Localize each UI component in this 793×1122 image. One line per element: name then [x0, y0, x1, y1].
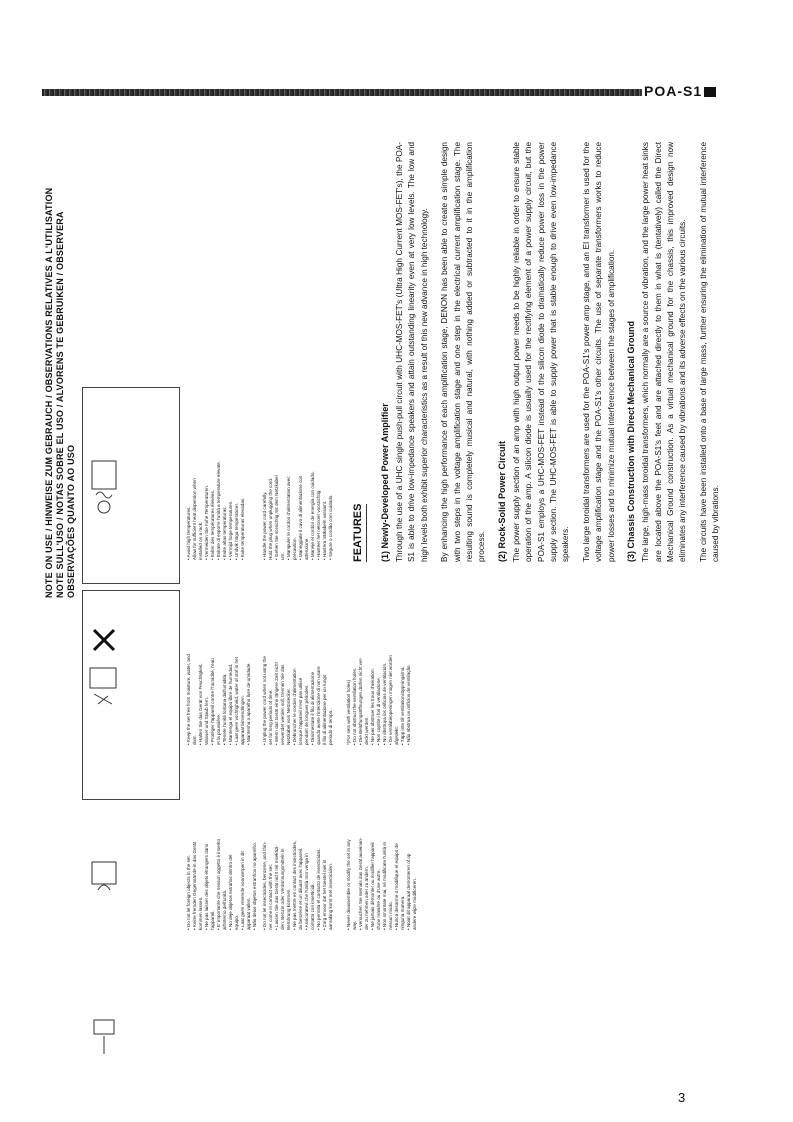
notes-panel-text: • Do not let foreign objects in the set. • Keine fremden Gegenstände in das Gerät kommen lassen. • Ne pas laisser des objets étrangers dans l'appareil. • E' importante che nessun oggetto è inserito all'interno dell'unità. • No deje objetos extraños dentro del equipo. • Laat geen vreemde voorwerpen in dit apparaat vallen. • Não deixe objetos estranhos no aparelho. — [186, 838, 257, 930]
notes-title — [44, 98, 77, 598]
page-number: 3 — [678, 1090, 686, 1105]
notes-panel-text: *(For sets with ventilation holes) • Do not obstruct the ventilation holes. • Die Belüftungsöffnungen dürfen nicht ver- deckt werden. • Ne pas obstruer les trous d'aération. • Non coprite i fori di ventilazione. • No obstruya los orificios de ventilación. • De ventilatieopeningen mogen niet worden afgedekt. • Täpp inte till ventilationsöppningarna. • Não obstrua os orifícios de ventilação. — [346, 655, 411, 745]
notes-title-line: OBSERVAÇÕES QUANTO AO USO — [66, 444, 76, 598]
section-paragraph: The circuits have been installed onto a base of large mass, further ensuring the elimination of mutual interference caused by vibrations. — [698, 142, 721, 562]
section-heading: (2) Rock-Solid Power Circuit — [496, 440, 507, 562]
notes-panel-text: • Keep the set free from moisture, water, and dust. • Halten Sie das Gerät von Feuchtigkeit, Wasser und Staub fern. • Protéger l'appareil contre l'humidité, l'eau et la poussière. • Tenete l'unità lontana dall'umidità. • Mantenga el equipo libre de humedad. • Laat geen vochtigheid, water of stof in het apparaat binnendringen. • Mantenha o aparelho livre de umidade. — [186, 654, 251, 745]
model-marker — [704, 87, 716, 97]
cord-illustration-icon — [84, 650, 124, 724]
section-paragraph: Two large toroidal transformers are used for the POA-S1's power amp stage, and an EI transformer is used for the voltage amplification stage and the POA-S1's other circuits. The use of separate transformers works to reduce power losses and to minimize mutual interference between the stages of amplification. — [581, 142, 616, 562]
section-paragraph: Through the use of a UHC single push-pull circuit with UHC-MOS-FET's (Ultra High Current MOS-FET's), the POA-S1 is able to drive low-impedance speakers and attain outstanding linearity even at very low levels. The low and high levels both exhibit superior characteristics as a result of this new advance in high technology. — [395, 142, 429, 562]
notes-title-line: NOTE ON USE / HINWEISE ZUM GEBRAUCH / OBSERVATIONS RELATIVES A L'UTILISATION — [44, 187, 54, 598]
features-content — [380, 142, 731, 562]
section-heading: (3) Chassis Construction with Direct Mechanical Ground — [626, 320, 637, 562]
notes-panel-text: • Handle the power cord carefully. Hold the plug when unplugging the cord. • Gehen Sie vorsichtig mit dem Netzkabel um. • Manipuler le cordon d'alimentation avec précaution. • Maneggiate il cavo di alimentazione con attenzione. • Maneje el cordón de energía con cuidado. • Hanteer het netsnoer voorzichtig. • Hantera nätkabeln varsamt. • Segure o cordão com cuidado. — [262, 471, 333, 560]
features-title: FEATURES — [352, 503, 364, 562]
section-paragraph: By enhancing the high performance of each amplification stage, DENON has been able to create a simple design with two steps in the voltage amplification stage and one step in the electrical current amplification stage. The resulting sound is completely musical and natural, with nothing added or subtracted to it in the amplification process. — [440, 142, 487, 562]
model-label: POA-S1 — [642, 83, 718, 99]
section-paragraph: The power supply section of an amp with high output power needs to be highly reliable in order to ensure stable operation of the amp. A silicon diode is usually used for the rectifying element of a power supply circuit, but the POA-S1 employs a UHC-MOS-FET instead of the silicon diode to dramatically reduce power loss in the power supply section. The UHC-MOS-FET is able to supply power that is stable enough to drive even low-impedance speakers. — [511, 142, 571, 562]
notes-panel-text: • Do not let insecticides, benzene, and thin- ner come in contact with the set. • Lassen Sie das Gerät nicht mit Insektizi- den, Benzin oder Verdünnungsmitteln in Berührung kommen. • Ne pas mettre en contact des insecticides, du benzène et un diluant avec l'appareil. • Assicuratevi che l'unità non venga in contatto con insetticidi. • No permita el contacto de insecticidas. • Zorg ervoor dat het toestel niet in aanraking komt met insecticiden. — [262, 840, 333, 930]
notes-panel-text: • Never disassemble or modify the set in any way. • Versuchen Sie niemals das Gerät auseinan- der zu nehmen oder zu ändern. • Ne jamais démonter ou modifier l'appareil d'une manière ou d'une autre. • Non smontate mai, nè modificate l'unità in nessun modo. • Nunca desarme o modifique el equipo de ninguna manera. • Nooit dit apparaat demonteren of op andere wijze modificeren. — [346, 837, 417, 930]
prohibited-icon — [84, 620, 124, 660]
notes-panel-text: • Unplug the power cord when not using the set for long periods of time. • Wenn das Gerät eine längere Zeit nicht verwendet werden soll, trennen Sie das Netzkabel vom Netzstecker. • Débrancher le cordon d'alimentation lorsque l'appareil n'est pas utilisé pendant de longues périodes. • Disinnestate il filo di alimentazione quando avete l'intenzione di non usare il filo di alimentazione per un lungo periodo di tempo. — [262, 656, 333, 745]
notes-title-line: NOTE SULL'USO / NOTAS SOBRE EL USO / ALVORENS TE GEBRUIKEN / OBSERVERA — [55, 211, 65, 598]
features-section — [352, 142, 792, 562]
section-heading: (1) Newly-Developed Power Amplifier — [380, 403, 390, 562]
moisture-illustration-icon — [84, 850, 124, 910]
header-rule — [42, 89, 714, 96]
section-paragraph: The large, high-mass toroidal transformers, which normally are a source of vibration, and the large power heat sinks are located above the POA-S1's feet and are attached directly to them in what is (tentatively) called the Direct Mechanical Ground construction. As a virtual mechanical ground for the chassis, this improved design now eliminates any interference caused by vibrations and its adverse effects on the various circuits. — [641, 142, 688, 562]
heat-illustration-icon — [84, 447, 124, 521]
unplug-illustration-icon — [84, 1010, 124, 1070]
notes-panel-text: • Avoid high temperatures. Allow for sufficient heat dispersion when installed on a rack. • Vermeiden Sie hohe Temperaturen. • Eviter des températures élevées. • Evitate di esporre l'unità a temperature elevate. • Evite altas temperaturas. • Vermijd hoge temperaturen. • Undvik höga temperaturer. • Evite temperaturas elevadas. — [186, 460, 245, 560]
features-title-rule — [366, 504, 367, 562]
